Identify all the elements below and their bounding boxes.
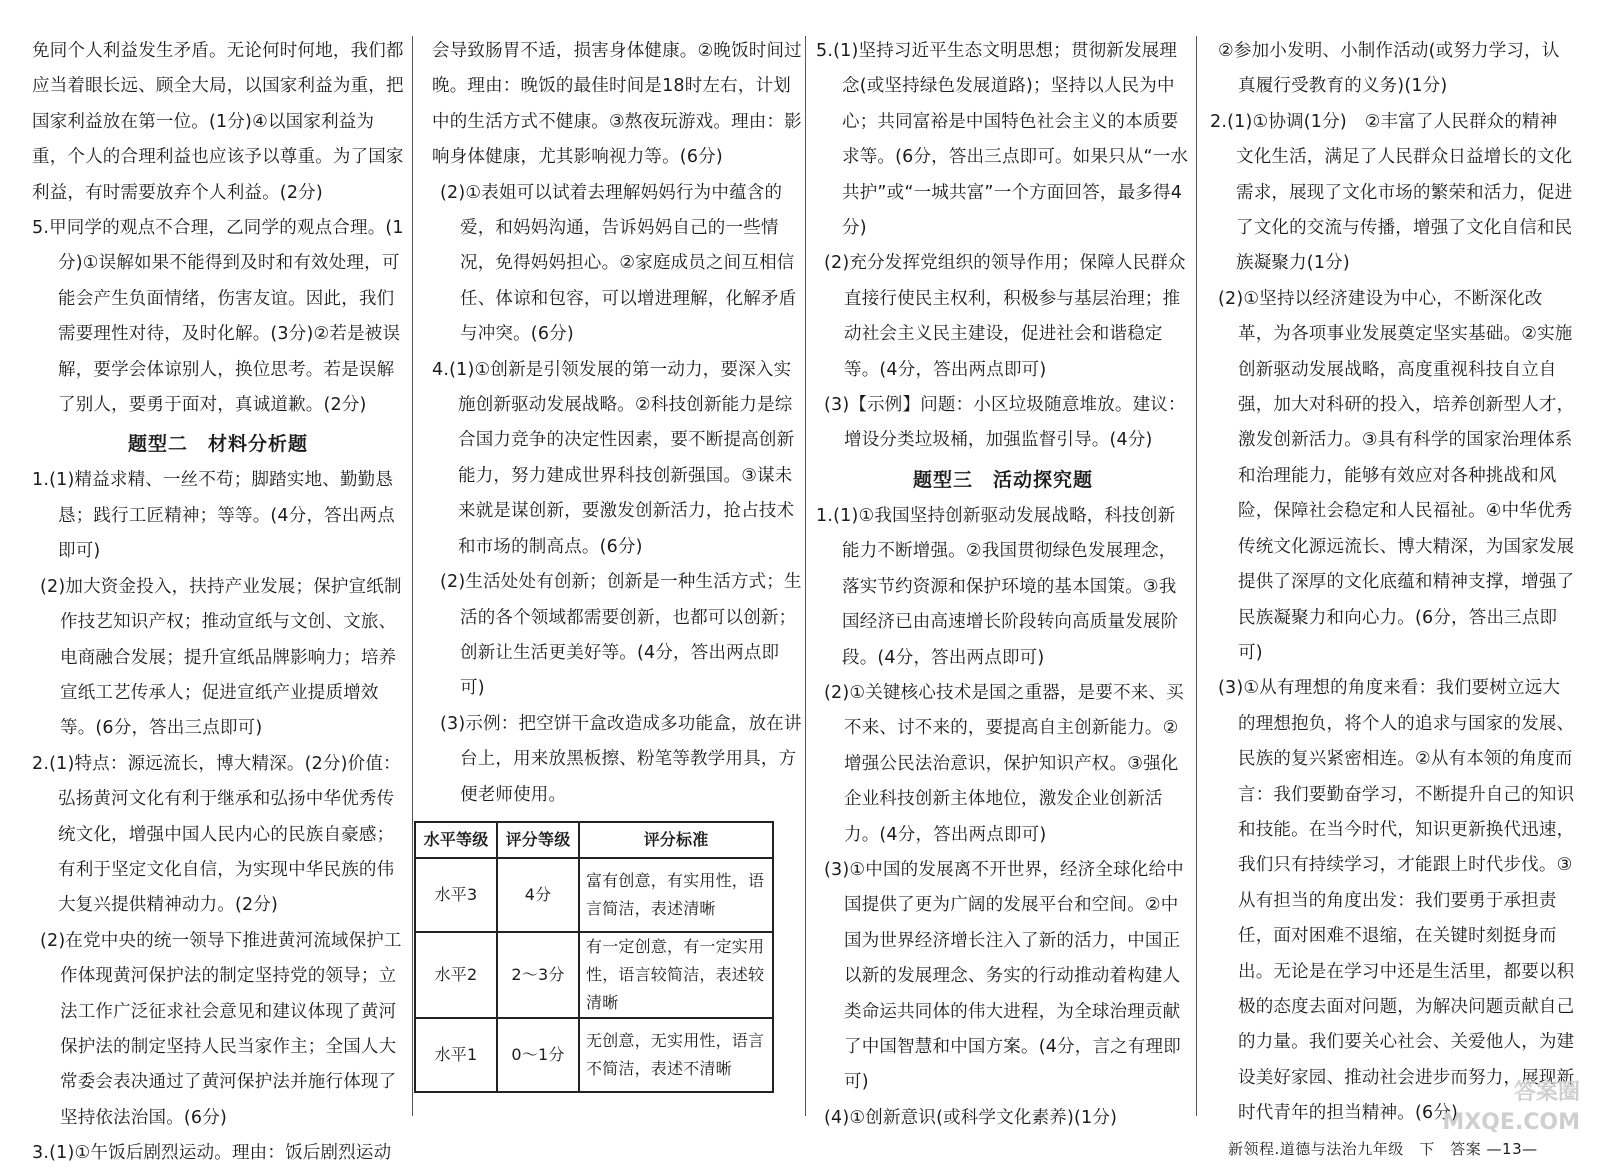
answer-paragraph: 5.甲同学的观点不合理，乙同学的观点合理。(1分)①误解如果不能得到及时和有效处理，可能会产生负面情绪，伤害友谊。因此，我们需要理性对待，及时化解。(3分)②若是被误解，要学会体谅别人，换位思考。若是误解了别人，要勇于面对，真诚道歉。(2分) [32, 218, 404, 416]
table-cell: 富有创意，有实用性，语言简洁，表述清晰 [579, 858, 773, 932]
answer-column-1 [32, 34, 404, 1172]
answer-paragraph: 1.(1)精益求精、一丝不苟；脚踏实地、勤勤恳恳；践行工匠精神；等等。(4分，答出两点即可) [32, 470, 395, 562]
page-footer: 新领程.道德与法治九年级 下 答案 —13— [1228, 1140, 1538, 1158]
answer-paragraph: (3)示例：把空饼干盒改造成多功能盒，放在讲台上，用来放黑板擦、粉笔等教学用具，方便老师使用。 [440, 713, 802, 805]
table-cell: 水平1 [415, 1018, 497, 1092]
answer-paragraph: 会导致肠胃不适，损害身体健康。②晚饭时间过晚。理由：晚饭的最佳时间是18时左右，计划中的生活方式不健康。③熬夜玩游戏。理由：影响身体健康，尤其影响视力等。(6分) [432, 41, 802, 168]
section-heading: 题型三 活动探究题 [912, 468, 1093, 491]
answer-paragraph: (2)①坚持以经济建设为中心，不断深化改革，为各项事业发展奠定坚实基础。②实施创新驱动发展战略，高度重视科技自立自强，加大对科研的投入，培养创新型人才，激发创新活力。③具有科学的国家治理体系和治理能力，能够有效应对各种挑战和风险，保障社会稳定和人民福祉。④中华优秀传统文化源远流长、博大精深，为国家发展提供了深厚的文化底蕴和精神支撑，增强了民族凝聚力和向心力。(6分，答出三点即可) [1218, 288, 1575, 663]
table-cell: 水平2 [415, 932, 497, 1018]
grading-table [414, 821, 774, 1093]
table-header: 评分标准 [579, 822, 773, 858]
answer-paragraph: 2.(1)①协调(1分) ②丰富了人民群众的精神文化生活，满足了人民群众日益增长的文化需求，展现了文化市场的繁荣和活力，促进了文化的交流与传播，增强了文化自信和民族凝聚力(1分) [1210, 111, 1573, 274]
table-cell: 水平3 [415, 858, 497, 932]
section-heading: 题型二 材料分析题 [127, 433, 308, 456]
answer-paragraph: (3)①从有理想的角度来看：我们要树立远大的理想抱负，将个人的追求与国家的发展、民族的复兴紧密相连。②从有本领的角度而言：我们要勤奋学习，不断提升自己的知识和技能。在当今时代，知识更新换代迅速，我们只有持续学习，才能跟上时代步伐。③从有担当的角度出发：我们要勇于承担责任，面对困难不退缩，在关键时刻挺身而出。无论是在学习中还是生活里，都要以积极的态度去面对问题，为解决问题贡献自己的力量。我们要关心社会、关爱他人，为建设美好家园、推动社会进步而努力，展现新时代青年的担当精神。(6分) [1218, 678, 1575, 1124]
table-cell: 有一定创意，有一定实用性，语言较简洁，表述较清晰 [579, 932, 773, 1018]
answer-paragraph: 4.(1)①创新是引领发展的第一动力，要深入实施创新驱动发展战略。②科技创新能力是综合国力竞争的决定性因素，要不断提高创新能力，努力建成世界科技创新强国。③谋未来就是谋创新，要激发创新活力，抢占技术和市场的制高点。(6分) [432, 359, 795, 557]
table-header: 评分等级 [497, 822, 579, 858]
table-header: 水平等级 [415, 822, 497, 858]
table-cell: 4分 [497, 858, 579, 932]
watermark-logo: 答案圈 MXQE.COM [1442, 1080, 1580, 1135]
table-row [415, 858, 773, 932]
answer-paragraph: (2)加大资金投入，扶持产业发展；保护宣纸制作技艺知识产权；推动宣纸与文创、文旅、电商融合发展；提升宣纸品牌影响力；培养宣纸工艺传承人；促进宣纸产业提质增效等。(6分，答出三点即可) [40, 576, 402, 739]
answer-paragraph: 1.(1)①我国坚持创新驱动发展战略，科技创新能力不断增强。②我国贯彻绿色发展理念，落实节约资源和保护环境的基本国策。③我国经济已由高速增长阶段转向高质量发展阶段。(4分，答出两点即可) [816, 505, 1179, 668]
table-cell: 2～3分 [497, 932, 579, 1018]
answer-paragraph: (2)在党中央的统一领导下推进黄河流域保护工作体现黄河保护法的制定坚持党的领导；立法工作广泛征求社会意见和建议体现了黄河保护法的制定坚持人民当家作主；全国人大常委会表决通过了黄河保护法并施行体现了坚持依法治国。(6分) [40, 930, 402, 1128]
answer-paragraph: (2)①表姐可以试着去理解妈妈行为中蕴含的爱，和妈妈沟通，告诉妈妈自己的一些情况，免得妈妈担心。②家庭成员之间互相信任、体谅和包容，可以增进理解，化解矛盾与冲突。(6分) [440, 182, 797, 345]
answer-paragraph: (4)①创新意识(或科学文化素养)(1分) [824, 1107, 1118, 1128]
table-cell: 无创意，无实用性，语言不简洁，表述不清晰 [579, 1018, 773, 1092]
answer-paragraph: (2)充分发挥党组织的领导作用；保障人民群众直接行使民主权利，积极参与基层治理；推动社会主义民主建设，促进社会和谐稳定等。(4分，答出两点即可) [824, 253, 1186, 380]
table-row [415, 1018, 773, 1092]
table-header-row [415, 822, 773, 858]
answer-paragraph: (3)①中国的发展离不开世界，经济全球化给中国提供了更为广阔的发展平台和空间。②中国为世界经济增长注入了新的活力，中国正以新的发展理念、务实的行动推动着构建人类命运共同体的伟大进程，为全球治理贡献了中国智慧和中国方案。(4分，言之有理即可) [824, 859, 1184, 1093]
answer-column-3 [816, 34, 1190, 1136]
answer-column-4 [1210, 34, 1575, 1132]
answer-paragraph: 免同个人利益发生矛盾。无论何时何地，我们都应当着眼长远、顾全大局，以国家利益为重，把国家利益放在第一位。(1分)④以国家利益为重，个人的合理利益也应该予以尊重。为了国家利益，有时需要放弃个人利益。(2分) [32, 41, 404, 203]
answer-paragraph: (2)生活处处有创新；创新是一种生活方式；生活的各个领域都需要创新，也都可以创新；创新让生活更美好等。(4分，答出两点即可) [440, 572, 802, 699]
answer-paragraph: ②参加小发明、小制作活动(或努力学习，认真履行受教育的义务)(1分) [1218, 41, 1560, 97]
answer-paragraph: (2)①关键核心技术是国之重器，是要不来、买不来、讨不来的，要提高自主创新能力。②增强公民法治意识，保护知识产权。③强化企业科技创新主体地位，激发企业创新活力。(4分，答出两点即可) [824, 682, 1184, 845]
answer-column-2 [423, 34, 802, 1093]
answer-paragraph: 2.(1)特点：源远流长，博大精深。(2分)价值：弘扬黄河文化有利于继承和弘扬中华优秀传统文化，增强中国人民内心的民族自豪感；有利于坚定文化自信，为实现中华民族的伟大复兴提供精神动力。(2分) [32, 753, 401, 916]
answer-paragraph: (3)【示例】问题：小区垃圾随意堆放。建议：增设分类垃圾桶，加强监督引导。(4分) [824, 395, 1186, 451]
answer-paragraph: 5.(1)坚持习近平生态文明思想；贯彻新发展理念(或坚持绿色发展道路)；坚持以人民为中心；共同富裕是中国特色社会主义的本质要求等。(6分，答出三点即可。如果只从“一水共护”或“一城共富”一个方面回答，最多得4分) [816, 41, 1189, 239]
table-cell: 0～1分 [497, 1018, 579, 1092]
table-row [415, 932, 773, 1018]
answer-paragraph: 3.(1)①午饭后剧烈运动。理由：饭后剧烈运动 [32, 1143, 392, 1164]
